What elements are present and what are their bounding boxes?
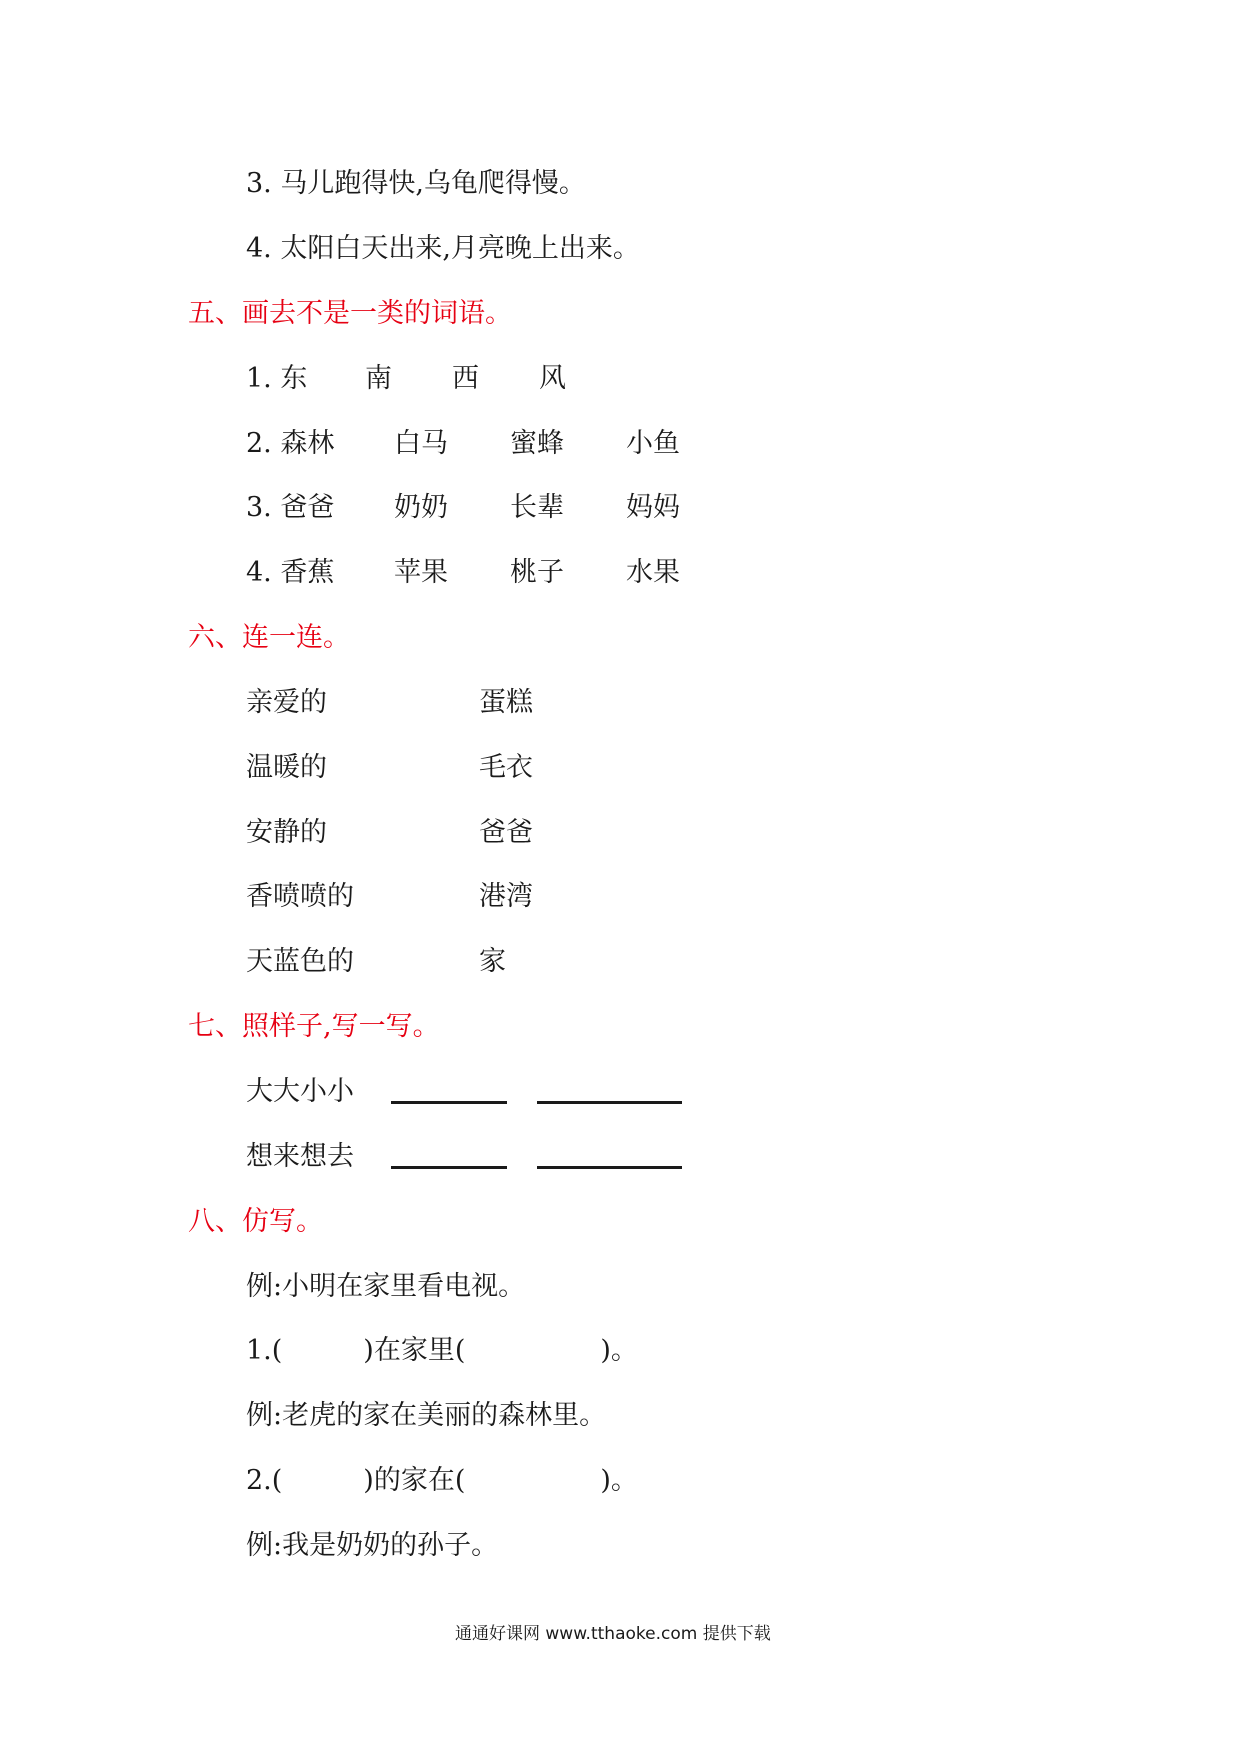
item-4: 4. 太阳白天出来,月亮晚上出来。	[246, 233, 640, 264]
answer-blank[interactable]	[391, 1101, 507, 1104]
section-5-heading: 五、画去不是一类的词语。	[188, 298, 512, 329]
s5-row-2-word-4: 小鱼	[626, 428, 680, 459]
section-8-heading: 八、仿写。	[188, 1206, 323, 1237]
s6-right-3: 爸爸	[479, 817, 533, 848]
s5-row-4-word-2: 苹果	[394, 557, 448, 588]
s5-row-2-word-1: 2. 森林	[246, 428, 335, 459]
footer-credit: 通通好课网 www.tthaoke.com 提供下载	[455, 1624, 771, 1644]
s6-left-4: 香喷喷的	[246, 881, 354, 912]
s5-row-3-word-3: 长辈	[510, 492, 564, 523]
s8-example-1: 例:小明在家里看电视。	[246, 1271, 526, 1302]
section-7-heading: 七、照样子,写一写。	[188, 1011, 440, 1042]
section-6-heading: 六、连一连。	[188, 622, 350, 653]
s6-right-2: 毛衣	[479, 752, 533, 783]
s6-right-1: 蛋糕	[479, 687, 533, 718]
s5-row-1-word-3: 西	[452, 363, 479, 394]
s5-row-2-word-3: 蜜蜂	[510, 428, 564, 459]
s8-example-2: 例:老虎的家在美丽的森林里。	[246, 1400, 607, 1431]
s5-row-1-word-4: 风	[539, 363, 566, 394]
s5-row-3-word-2: 奶奶	[394, 492, 448, 523]
s6-left-5: 天蓝色的	[246, 946, 354, 977]
s7-example-2: 想来想去	[246, 1141, 354, 1172]
answer-blank[interactable]	[537, 1101, 682, 1104]
answer-blank[interactable]	[391, 1166, 507, 1169]
item-3: 3. 马儿跑得快,乌龟爬得慢。	[246, 168, 586, 199]
s5-row-4-word-3: 桃子	[510, 557, 564, 588]
s5-row-2-word-2: 白马	[394, 428, 448, 459]
s6-left-1: 亲爱的	[246, 687, 327, 718]
s6-left-3: 安静的	[246, 817, 327, 848]
s6-right-5: 家	[479, 946, 506, 977]
s5-row-4-word-4: 水果	[626, 557, 680, 588]
s5-row-4-word-1: 4. 香蕉	[246, 557, 335, 588]
s5-row-1-word-2: 南	[365, 363, 392, 394]
s5-row-1-word-1: 1. 东	[246, 363, 308, 394]
answer-blank[interactable]	[537, 1166, 682, 1169]
s6-right-4: 港湾	[479, 881, 533, 912]
s8-example-3: 例:我是奶奶的孙子。	[246, 1530, 499, 1561]
s8-exercise-1: 1.( )在家里( )。	[246, 1335, 638, 1366]
s5-row-3-word-1: 3. 爸爸	[246, 492, 335, 523]
s6-left-2: 温暖的	[246, 752, 327, 783]
s5-row-3-word-4: 妈妈	[626, 492, 680, 523]
s7-example-1: 大大小小	[246, 1076, 354, 1107]
s8-exercise-2: 2.( )的家在( )。	[246, 1465, 638, 1496]
